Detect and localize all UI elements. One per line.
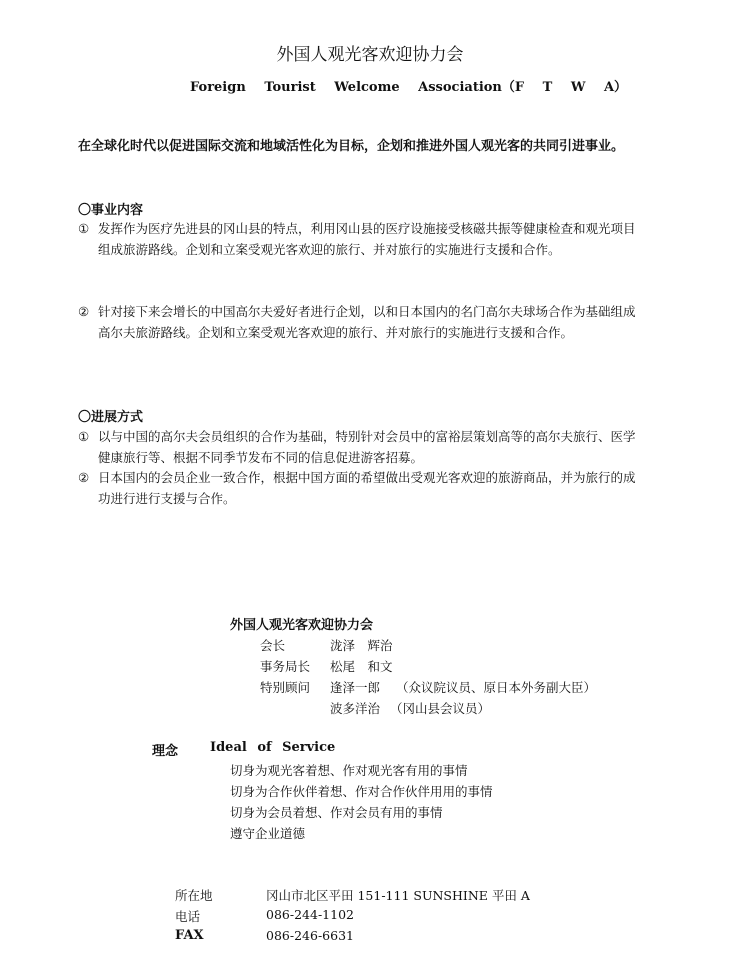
ideal-label: 理念 bbox=[152, 744, 179, 759]
member-note: （众议院议员、原日本外务副大臣） bbox=[396, 680, 597, 695]
item-text: 发挥作为医疗先进县的冈山县的特点，利用冈山县的医疗设施接受核磁共振等健康检查和观光项目组成旅游路线。企划和立案受观光客欢迎的旅行、并对旅行的实施进行支援和合作。 bbox=[98, 221, 636, 257]
contact-address-label: 所在地 bbox=[175, 888, 213, 903]
method-item-1 bbox=[78, 427, 638, 468]
member-name: 波多洋治 bbox=[330, 701, 381, 716]
intro-paragraph: 在全球化时代以促进国际交流和地域活性化为目标，企划和推进外国人观光客的共同引进事业。 bbox=[78, 139, 625, 154]
ideal-line: 切身为观光客着想、作对观光客有用的事情 bbox=[230, 763, 468, 778]
item-text: 以与中国的高尔夫会员组织的合作为基础，特别针对会员中的富裕层策划高等的高尔夫旅行、医学健康旅行等、根据不同季节发布不同的信息促进游客招募。 bbox=[98, 429, 636, 465]
contact-fax-value: 086-246-6631 bbox=[266, 928, 354, 943]
business-item-2 bbox=[78, 302, 638, 343]
contact-address-value: 冈山市北区平田 151-111 SUNSHINE 平田 A bbox=[266, 888, 530, 903]
document-subtitle: Foreign Tourist Welcome Association（F T W A） bbox=[190, 80, 628, 95]
contact-phone-label: 电话 bbox=[175, 909, 201, 924]
item-number: ② bbox=[78, 304, 90, 319]
member-name: 泷泽 辉治 bbox=[330, 638, 393, 653]
member-role: 特别顾问 bbox=[260, 680, 311, 695]
business-item-1 bbox=[78, 219, 638, 260]
contact-fax-label: FAX bbox=[175, 928, 204, 943]
method-item-2 bbox=[78, 468, 638, 509]
document-title: 外国人观光客欢迎协力会 bbox=[276, 45, 464, 65]
ideal-label-en: Ideal of Service bbox=[210, 740, 336, 755]
ideal-line: 遵守企业道德 bbox=[230, 826, 306, 841]
member-role: 事务局长 bbox=[260, 659, 311, 674]
item-text: 针对接下来会增长的中国高尔夫爱好者进行企划，以和日本国内的名门高尔夫球场合作为基础组成高尔夫旅游路线。企划和立案受观光客欢迎的旅行、并对旅行的实施进行支援和合作。 bbox=[98, 304, 636, 340]
business-heading: 〇事业内容 bbox=[78, 203, 144, 218]
ideal-line: 切身为会员着想、作对会员有用的事情 bbox=[230, 805, 443, 820]
member-name: 松尾 和文 bbox=[330, 659, 393, 674]
item-text: 日本国内的会员企业一致合作，根据中国方面的希望做出受观光客欢迎的旅游商品，并为旅行的成功进行进行支援与合作。 bbox=[98, 470, 636, 506]
ideal-line: 切身为合作伙伴着想、作对合作伙伴用用的事情 bbox=[230, 784, 493, 799]
member-name: 逢泽一郎 bbox=[330, 680, 381, 695]
item-number: ② bbox=[78, 470, 90, 485]
member-role: 会长 bbox=[260, 638, 286, 653]
member-note: （冈山县会议员） bbox=[390, 701, 491, 716]
item-number: ① bbox=[78, 429, 90, 444]
contact-phone-value: 086-244-1102 bbox=[266, 907, 354, 922]
method-heading: 〇进展方式 bbox=[78, 410, 144, 425]
org-name: 外国人观光客欢迎协力会 bbox=[230, 618, 374, 633]
item-number: ① bbox=[78, 221, 90, 236]
